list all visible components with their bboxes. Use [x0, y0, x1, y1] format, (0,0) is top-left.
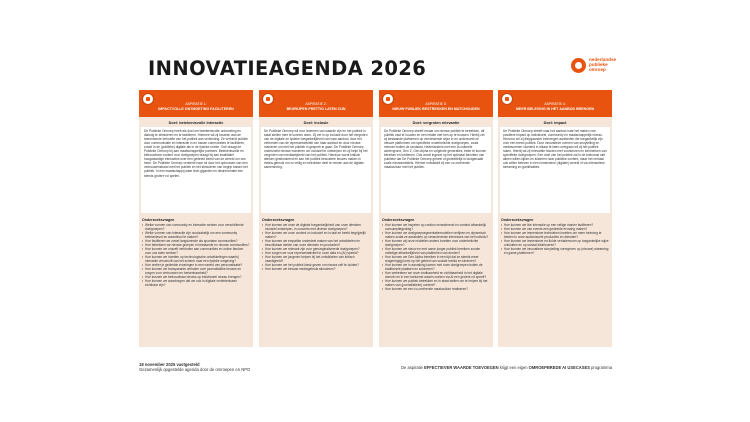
question-item: • Hoe betrekken we nieuwe groepen in bestaande en nieuwe communities?	[142, 244, 250, 248]
question-item: • Hoe kunnen we onze de digitale toegankelijkheid van onze diensten inclusief ontwerpen, in concreto met diverse doelgroepen?	[262, 224, 370, 232]
aspiration-banner: ASPIRATIE 2: BEGRIJPEN PRETTIG LATEN ZIJN	[259, 90, 373, 117]
aspiration-column-1	[139, 90, 253, 347]
questions-list	[382, 224, 490, 292]
aspiration-banner: ASPIRATIE 3: NIEUW PUBLIEK BESTREKKEN EN MATCHOUDEN	[379, 90, 493, 117]
question-item: • Hoe kunnen we inzetten op technologische ontwikkelingen waarbij interactie verschuift van het scherm naar een fysieke omgeving?	[142, 256, 250, 264]
question-item: • Hoe kunnen wij onze middelen anders inzetten voor onderbelichte doelgroepen?	[382, 240, 490, 248]
questions-list	[142, 224, 250, 288]
question-item: • Hoe kunnen we nieuw en met name jonger publiek bereiken zonder volledige afhankelijkheid van platformen van derden?	[382, 248, 490, 256]
question-item: • Hoe kunnen we live interactie op een veilige manier faciliteren?	[501, 224, 609, 228]
goal-text: De Publieke Omroep wil voor iedereen van waarde zijn en het publiek in staat stellen mee te kunnen doen. Zij zet in op inclusie door het vergroten van de digitale en fysieke toegankelijkheid van haar aanbod, door het verbreden van de representativiteit van haar aanbod en door nieuwe manieren om met het publiek in gesprek te gaan. De Publieke Omroep onderzoekt nieuwe manieren om inclusief te ontwerpen en zij helpt bij het vergroten van mediawijsheid van het publiek. Hierdoor wordt kritisch denken gestimuleerd en kan het publiek bewustere keuzes maken in media-gebruik om zo veilig en betrokken deel te nemen aan de digitale samenleving.	[261, 127, 371, 213]
question-item: • Hoe kunnen we een co-creërende maakcultuur realiseren?	[382, 288, 490, 292]
goal-heading: Doel: inclusie	[303, 121, 329, 125]
question-item: • Hoe kunnen we van events een gedeelde ervaring maken?	[501, 228, 609, 232]
question-item: • Hoe kunnen we bewust mediagebruik stimuleren?	[262, 268, 370, 272]
questions-heading: Onderzoeksvragen	[382, 218, 415, 222]
question-item: • Welke vormen van community en interactie werken voor verschillende doelgroepen?	[142, 224, 250, 232]
question-item: • Hoe kunnen we het publiek kiesk geven om nieuws zelf te duiden?	[262, 264, 370, 268]
footer-date: 18 november 2025 vastgesteld	[139, 362, 200, 367]
question-item: • Hoe kunnen we immersieve technieken inzetten om meer beleving te bieden in onze audiovisuele producties en diensten?	[501, 232, 609, 240]
aspiration-banner: ASPIRATIE 1: IMPACTVOLLE ONTMOETING FACILITEREN	[139, 90, 253, 117]
npo-logo-icon	[571, 58, 586, 73]
question-item: • Hoe kunnen we jongeren helpen bij het ontwikkelen van kritisch vaardigheid?	[262, 256, 370, 264]
question-item: • Welke vormen van interactie zijn noodzakelijk om een community betekenisvol en waardevol te maken?	[142, 232, 250, 240]
question-item: • Hoe creëer je gedeelde ervaringen in een wereld van personalisatie?	[142, 264, 250, 268]
community-icon	[142, 93, 154, 105]
question-item: • Hoe kunnen we publiek betrekken en in staat stellen om te helpen bij het maken van (journalistieke) content?	[382, 280, 490, 288]
question-item: • Hoe kunnen we betrouwbaar nieuws op individueel niveau brengen?	[142, 276, 250, 280]
question-item: • Hoe verbeteren we onze vindbaarheid en zichtbaarheid in het digitale domein en in een toekomst waarin zoeken via AI een grotere rol speelt?	[382, 272, 490, 280]
question-item: • Hoe kunnen we relevant zijn voor gemarginaliseerde doelgroepen?	[262, 248, 370, 252]
question-item: • Hoe kunnen we onze content zo inclusief en in taal en beeld begrijpelijk maken?	[262, 232, 370, 240]
questions-heading: Onderzoeksvragen	[262, 218, 295, 222]
question-item: • Hoe kunnen we inspelen op continu veranderend en context-afhankelijk consumptiegedrag?	[382, 224, 490, 232]
aspiration-column-2	[259, 90, 373, 347]
logo-text: nederlandse publieke omroep	[589, 57, 617, 73]
aspiration-column-3	[379, 90, 493, 347]
question-item: • Hoe kunnen we transparante verhalen over journalistieke keuzes en zorgen voor vertrouwen en herkenbaarheid?	[142, 268, 250, 276]
questions-heading: Onderzoeksvragen	[142, 218, 175, 222]
npo-logo	[571, 57, 631, 77]
goal-heading: Doel: vergroten relevantie	[412, 121, 460, 125]
question-item: • Hoe kunnen we immersieve en fluïde verhalenvorm op toegankelijke wijze ontsluiten en op schaal distribueren?	[501, 240, 609, 248]
goal-heading: Doel: impact	[543, 121, 567, 125]
footer-note: De aspiratie EFFECTIEVER WAARDE TOEVOEGEN krijgt een eigen OMROEPBREDE AI USECASES programma	[401, 365, 612, 370]
experience-icon	[501, 93, 513, 105]
aspiration-column-4	[498, 90, 612, 347]
page-title: INNOVATIEAGENDA 2026	[148, 57, 427, 80]
aspiration-banner: ASPIRATIE 4: MEER BELEVING IN HET AANBOD BRENGEN	[498, 90, 612, 117]
goal-text: De Publieke Omroep streeft ernaar om nieuwe publiek te betrekken, dit publiek vast te houden en een relatie met hen op te bouwen. Hierbij zet zij bestaande platformen op verniewende wijze in en onderzoekt ze nieuwe platformen om specifieke onderbelichte doelgroepen, zoals mensen buiten de randstad, Nederlanders met een bi-culturele achtergrond, Gen Z, Gen Alpha en volgende generaties, beter te kunnen bereiken en bedienen. Ook wordt ingezet op het optimaal benutten van publieke dat De Publieke Omroep geheel of gedeeltelijk is budgetcaalt zoals nieuwsmiddels. Hiertoe ontwikkelt zij een co-creërende maakcultuur met het publiek.	[381, 127, 491, 213]
question-item: • Hoe faciliteren we zowel langdurende als spontane communities?	[142, 240, 250, 244]
audience-icon	[382, 93, 394, 105]
question-item: • Hoe kunnen we in aanraking komen met onze doelgroepen buiten de traditionele plaatsen en schermen?	[382, 264, 490, 272]
goal-text: De Publieke Omroep streeft naar het aanbod naar het maken van positieve impact op individueel, community en maatschappelijk niveau. Hiervoor wil zij diepgaander belevingen aanbieden die toegankelijk zijn voor een breed publiek. Door innovatieve vormen van storytelling en mediavormen vloeiend in elkaar te laten overgaan wil zij het publiek raken. Hierbij wil zij relevantie houden met voorkeuren en kenmerken van specifieke doelgroepen. Een doel van het publiek zal in de toekomst niet alleen willen kijken en luisteren naar publieke content, maar het verhaal ook willen beleven in een immersieve (digitale) wereld of via interactieve streaming en gamificaties.	[500, 127, 610, 213]
question-item: • Hoe kunnen we empathie onderdeel maken van het ontwikkelen en beschikbaar stellen van onze diensten en producten?	[262, 240, 370, 248]
questions-list	[501, 224, 609, 256]
goal-text: De Publieke Omroep heeft als doel om betekenisvolle ontmoeting en dialoog te stimuleren en te faciliteren. Hiermee wil zij bouwen aan de toenemende behoefte van het publiek aan verbinding. Ze verbindt publiek door communicatie en interactie in en tussen communities te faciliteren, zowel in de (publieke) digitale als in de fysieke ruimte. Ook draagt de Publieke Omroep bij aan maatschappelijke partners. Betekenisvolle en betrouwbare content voor doelgroepen draagt bij aan kwalitatief hoogwaardige interacties over een gedeeld beeld van de wereld om ons heen. De Publieke Omroep versterkt haar rol door het opbouwen van een vertrouwensband met het publiek en het stimuleren van begrip tussen het publiek. In een maatschappij waar tech-giganten en desinformatie een steeds grotere rol spelen.	[141, 127, 251, 213]
question-item: • Hoe kunnen we onszelf verbinden aan communities en online fandom voor ons talen werken?	[142, 248, 250, 256]
footer-left	[139, 362, 250, 373]
question-item: • Hoe kunnen we doelgroepsegmentatiemodellen verfijnen en dynamisch maken zodat ze aansluiten op veranderende interesses van het individu?	[382, 232, 490, 240]
question-item: • Hoe zorgen we voor representativiteit in onze data en (AI) speeld?	[262, 252, 370, 256]
goal-heading: Doel: betekenisvolle interactie	[168, 121, 224, 125]
questions-heading: Onderzoeksvragen	[501, 218, 534, 222]
questions-list	[262, 224, 370, 272]
footer-subtitle: Gezamenlijk opgestelde agenda door de omroepen en NPO	[139, 367, 251, 373]
question-item: • Hoe kunnen we Gen Alpha bereiken in een tijd dat ze steeds meer reageringsjg komt op het gebied van sociale media en kinderen?	[382, 256, 490, 264]
question-item: • Hoe kunnen we waarborgen dat we ook in digitale verbintenissen zichtbaar zijn?	[142, 280, 250, 288]
inclusion-icon	[262, 93, 274, 105]
question-item: • Hoe kunnen we innovatieve storytelling vormgeven op (nieuwe) streaming en game-platformen?	[501, 248, 609, 256]
